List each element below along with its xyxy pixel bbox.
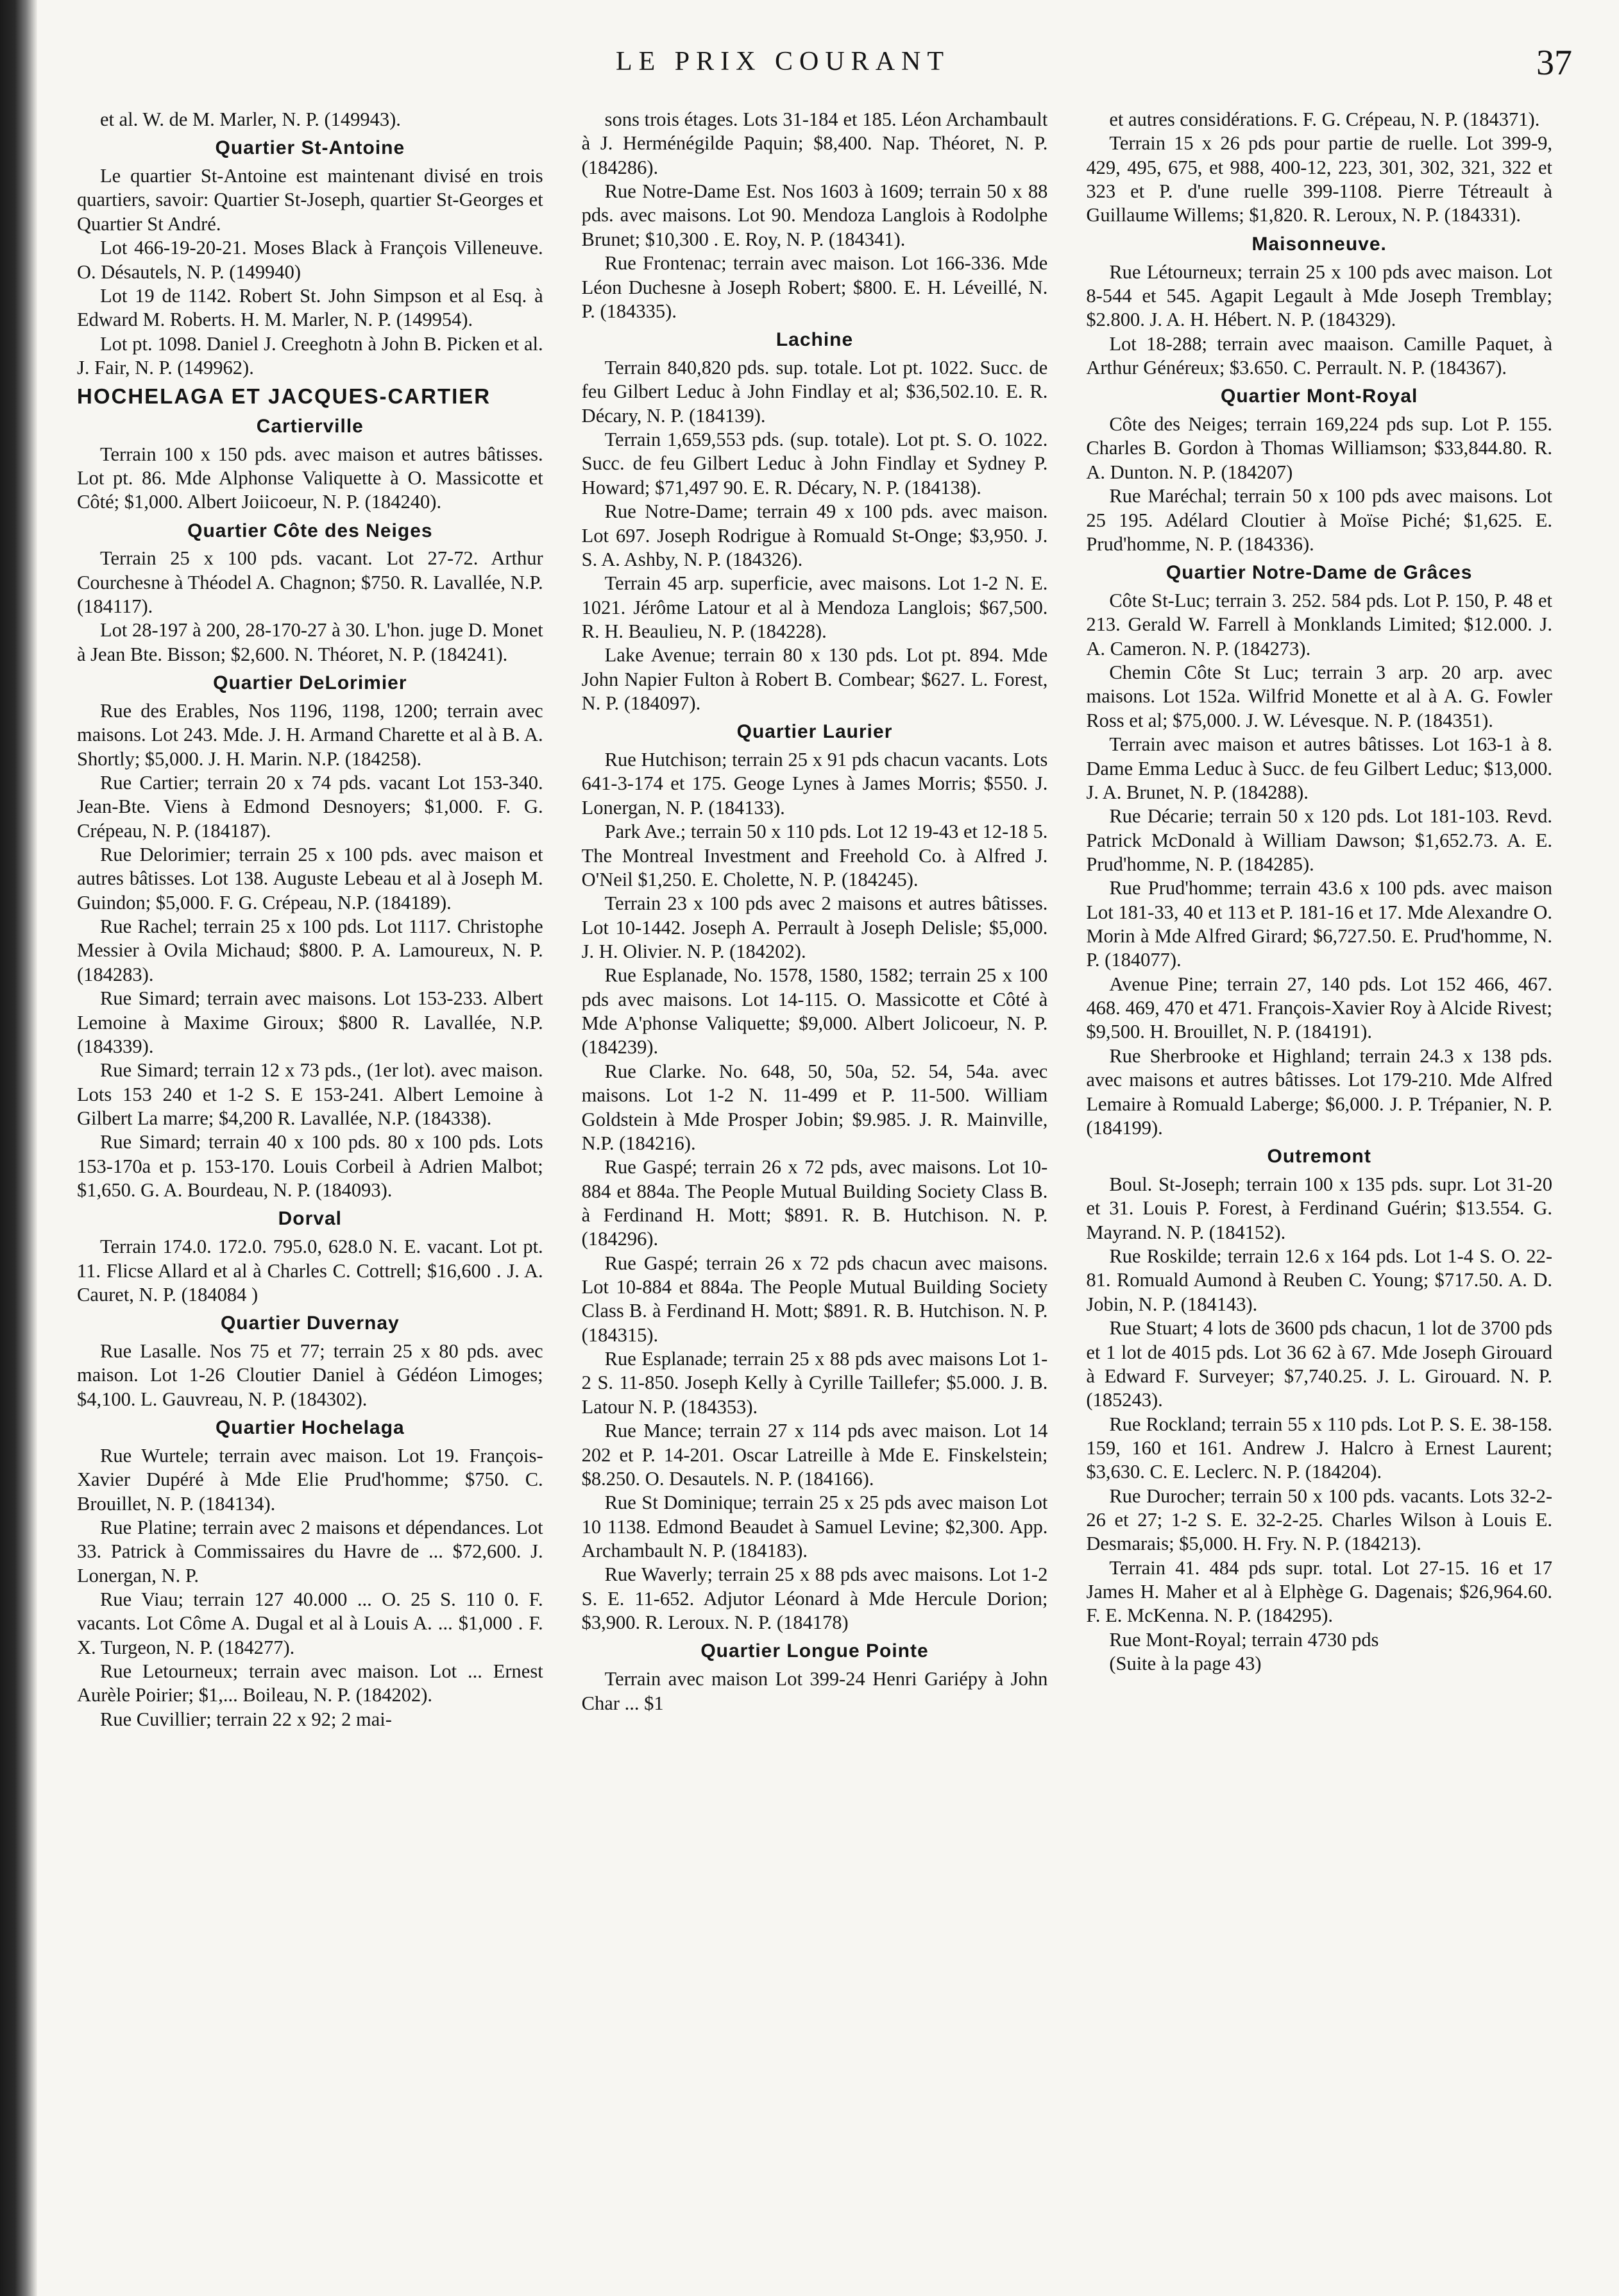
transaction-entry: Terrain 25 x 100 pds. vacant. Lot 27-72. Arthur Courchesne à Théodel A. Chagnon; $750. R. Lavallée, N.P. (184117). bbox=[77, 547, 543, 618]
column-2 bbox=[582, 108, 1048, 2263]
transaction-entry: Lot 466-19-20-21. Moses Black à François Villeneuve. O. Désautels, N. P. (149940) bbox=[77, 237, 543, 283]
transaction-entry: Côte St-Luc; terrain 3. 252. 584 pds. Lot P. 150, P. 48 et 213. Gerald W. Farrell à Monklands Limited; $12.000. J. A. Cameron. N. P. (184273). bbox=[1086, 590, 1553, 659]
transaction-entry: Lake Avenue; terrain 80 x 130 pds. Lot pt. 894. Mde John Napier Fulton à Robert B. Combear; $627. L. Forest, N. P. (184097). bbox=[581, 644, 1048, 715]
transaction-entry: Rue St Dominique; terrain 25 x 25 pds avec maison Lot 10 1138. Edmond Beaudet à Samuel Levine; $2,300. App. Archambault N. P. (184183). bbox=[581, 1492, 1048, 1561]
transaction-entry: Rue Durocher; terrain 50 x 100 pds. vacants. Lots 32-2-26 et 27; 1-2 S. E. 32-2-25. Charles Wilson à Louis E. Desmarais; $5,000. H. Fry. N. P. (184213). bbox=[1086, 1484, 1553, 1555]
transaction-entry: Rue Clarke. No. 648, 50, 50a, 52. 54, 54a. avec maisons. Lot 1-2 N. 11-499 et P. 11-500. William Goldstein à Mde Prosper Jobin; $9.985. J. R. Mainville, N.P. (184216). bbox=[581, 1060, 1048, 1154]
transaction-entry: Rue Rachel; terrain 25 x 100 pds. Lot 1117. Christophe Messier à Ovila Michaud; $800. P. A. Lamoureux, N. P. (184283). bbox=[77, 915, 543, 985]
transaction-entry: Avenue Pine; terrain 27, 140 pds. Lot 152 466, 467. 468. 469, 470 et 471. François-Xavier Roy à Alcide Rivest; $9,500. H. Brouillet, N. P. (184191). bbox=[1086, 973, 1553, 1043]
section-heading: Quartier DeLorimier bbox=[213, 672, 407, 694]
transaction-entry: (Suite à la page 43) bbox=[1109, 1653, 1262, 1675]
transaction-entry: Rue Stuart; 4 lots de 3600 pds chacun, 1 lot de 3700 pds et 1 lot de 4015 pds. Lot 36 62 à 67. Mde Joseph Girouard à Edward F. Surveyer; $7,740.25. J. L. Girouard. N. P. (185243). bbox=[1086, 1317, 1553, 1411]
section-heading: Quartier Longue Pointe bbox=[700, 1640, 929, 1662]
section-heading: Quartier Notre-Dame de Grâces bbox=[1166, 562, 1473, 584]
transaction-entry: Rue Notre-Dame; terrain 49 x 100 pds. avec maison. Lot 697. Joseph Rodrigue à Romuald St-Onge; $3,950. J. S. A. Ashby, N. P. (184326). bbox=[581, 500, 1048, 570]
transaction-entry: Terrain 174.0. 172.0. 795.0, 628.0 N. E. vacant. Lot pt. 11. Flicse Allard et al à Charles C. Cottrell; $16,600 . J. A. Cauret, N. P. (184084 ) bbox=[77, 1236, 543, 1305]
transaction-entry: Rue Décarie; terrain 50 x 120 pds. Lot 181-103. Revd. Patrick McDonald à William Dawson; $1,652.73. A. E. Prud'homme, N. P. (184285). bbox=[1086, 805, 1553, 875]
section-heading: Outremont bbox=[1267, 1146, 1371, 1168]
transaction-entry: Terrain 1,659,553 pds. (sup. totale). Lot pt. S. O. 1022. Succ. de feu Gilbert Leduc à John Findlay et Sydney P. Howard; $71,497 90. E. R. Décary, N. P. (184138). bbox=[581, 429, 1048, 498]
transaction-entry: Rue Cartier; terrain 20 x 74 pds. vacant Lot 153-340. Jean-Bte. Viens à Edmond Desnoyers; $1,000. F. G. Crépeau, N. P. (184187). bbox=[77, 771, 543, 842]
transaction-entry: Rue Wurtele; terrain avec maison. Lot 19. François-Xavier Dupéré à Mde Elie Prud'homme; $750. C. Brouillet, N. P. (184134). bbox=[77, 1444, 543, 1515]
section-heading: Quartier Mont-Royal bbox=[1221, 386, 1418, 407]
section-heading: Dorval bbox=[278, 1208, 343, 1230]
transaction-entry: Terrain avec maison et autres bâtisses. Lot 163-1 à 8. Dame Emma Leduc à Succ. de feu Gilbert Leduc; $13,000. J. A. Brunet, N. P. (184288). bbox=[1086, 733, 1553, 803]
transaction-entry: et al. W. de M. Marler, N. P. (149943). bbox=[100, 108, 401, 130]
section-heading: Cartierville bbox=[256, 415, 364, 437]
transaction-entry: Côte des Neiges; terrain 169,224 pds sup. Lot P. 155. Charles B. Gordon à Thomas Williamson; $33,844.80. R. A. Dunton. N. P. (184207) bbox=[1086, 413, 1553, 483]
transaction-entry: Terrain 15 x 26 pds pour partie de ruelle. Lot 399-9, 429, 495, 675, et 988, 400-12, 223, 301, 302, 321, 322 et 323 et P. d'une ruelle 399-1108. Pierre Tétreault à Guillaume Willems; $1,820. R. Leroux, N. P. (184331). bbox=[1086, 132, 1553, 226]
section-heading: Quartier St-Antoine bbox=[215, 137, 405, 159]
column-3 bbox=[1086, 108, 1552, 2263]
transaction-entry: Terrain 100 x 150 pds. avec maison et autres bâtisses. Lot pt. 86. Mde Alphonse Valiquette à O. Massicotte et Côté; $1,000. Albert Joiicoeur, N. P. (184240). bbox=[77, 443, 543, 513]
transaction-entry: Rue Platine; terrain avec 2 maisons et dépendances. Lot 33. Patrick à Commissaires du Havre de ... $72,600. J. Lonergan, N. P. bbox=[77, 1516, 543, 1586]
transaction-entry: Rue Mont-Royal; terrain 4730 pds bbox=[1109, 1628, 1379, 1651]
transaction-entry: Rue Waverly; terrain 25 x 88 pds avec maisons. Lot 1-2 S. E. 11-652. Adjutor Léonard à Mde Hercule Dorion; $3,900. R. Leroux. N. P. (184178) bbox=[581, 1563, 1048, 1634]
transaction-entry: Rue Viau; terrain 127 40.000 ... O. 25 S. 110 0. F. vacants. Lot Côme A. Dugal et al à Louis A. ... $1,000 . F. X. Turgeon, N. P. (184277). bbox=[77, 1588, 543, 1658]
transaction-entry: Rue Frontenac; terrain avec maison. Lot 166-336. Mde Léon Duchesne à Joseph Robert; $800. E. H. Léveillé, N. P. (184335). bbox=[581, 252, 1048, 322]
section-heading: Maisonneuve. bbox=[1251, 233, 1387, 255]
transaction-entry: Rue Esplanade; terrain 25 x 88 pds avec maisons Lot 1-2 S. 11-850. Joseph Kelly à Cyrille Taillefer; $5.000. J. B. Latour N. P. (184353). bbox=[581, 1348, 1048, 1418]
transaction-entry: Lot 28-197 à 200, 28-170-27 à 30. L'hon. juge D. Monet à Jean Bte. Bisson; $2,600. N. Théoret, N. P. (184241). bbox=[77, 619, 543, 665]
transaction-entry: Terrain avec maison Lot 399-24 Henri Gariépy à John Char ... $1 bbox=[581, 1668, 1048, 1714]
transaction-entry: Lot pt. 1098. Daniel J. Creeghotn à John B. Picken et al. J. Fair, N. P. (149962). bbox=[77, 332, 543, 378]
section-heading: Lachine bbox=[776, 329, 854, 351]
transaction-entry: Rue Simard; terrain avec maisons. Lot 153-233. Albert Lemoine à Maxime Giroux; $800 R. Lavallée, N.P. (184339). bbox=[77, 987, 543, 1057]
page-title: LE PRIX COURANT bbox=[616, 47, 951, 76]
transaction-entry: Rue Létourneux; terrain 25 x 100 pds avec maison. Lot 8-544 et 545. Agapit Legault à Mde Joseph Tremblay; $2.800. J. A. H. Hébert. N. P. (184329). bbox=[1086, 260, 1553, 331]
transaction-entry: Rue Lasalle. Nos 75 et 77; terrain 25 x 80 pds. avec maison. Lot 1-26 Cloutier Daniel à Gédéon Limoges; $4,100. L. Gauvreau, N. P. (184302). bbox=[77, 1340, 543, 1410]
section-heading: Quartier Côte des Neiges bbox=[187, 520, 433, 541]
transaction-entry: et autres considérations. F. G. Crépeau, N. P. (184371). bbox=[1109, 108, 1540, 130]
transaction-entry: Park Ave.; terrain 50 x 110 pds. Lot 12 19-43 et 12-18 5. The Montreal Investment and Freehold Co. à Alfred J. O'Neil $1,250. E. Cholette, N. P. (184245). bbox=[581, 821, 1048, 890]
transaction-entry: Rue Delorimier; terrain 25 x 100 pds. avec maison et autres bâtisses. Lot 138. Auguste Lebeau et al à Joseph M. Guindon; $5,000. F. G. Crépeau, N.P. (184189). bbox=[77, 844, 543, 914]
page-number: 37 bbox=[1536, 43, 1572, 83]
transaction-entry: Terrain 23 x 100 pds avec 2 maisons et autres bâtisses. Lot 10-1442. Joseph A. Perrault à Joseph Delisle; $5,000. J. H. Olivier. N. P. (184202). bbox=[581, 892, 1048, 962]
transaction-entry: Rue Prud'homme; terrain 43.6 x 100 pds. avec maison Lot 181-33, 40 et 113 et P. 181-16 et 17. Mde Alexandre O. Morin à Mde Alfred Girard; $6,727.50. E. Prud'homme, N. P. (184077). bbox=[1086, 877, 1553, 971]
transaction-entry: Rue Simard; terrain 40 x 100 pds. 80 x 100 pds. Lots 153-170a et p. 153-170. Louis Corbeil à Adrien Malbot; $1,650. G. A. Bourdeau, N. P. (184093). bbox=[77, 1131, 543, 1202]
transaction-entry: Rue Mance; terrain 27 x 114 pds avec maison. Lot 14 202 et P. 14-201. Oscar Latreille à Mde E. Finskelstein; $8.250. O. Desautels. N. P. (184166). bbox=[581, 1420, 1048, 1490]
text-columns bbox=[77, 108, 1552, 2263]
section-heading: Quartier Duvernay bbox=[220, 1313, 400, 1334]
transaction-entry: Lot 18-288; terrain avec maaison. Camille Paquet, à Arthur Généreux; $3.650. C. Perrault. N. P. (184367). bbox=[1086, 332, 1553, 378]
transaction-entry: Le quartier St-Antoine est maintenant divisé en trois quartiers, savoir: Quartier St-Joseph, quartier St-Georges et Quartier St André. bbox=[77, 165, 543, 235]
transaction-entry: Rue Esplanade, No. 1578, 1580, 1582; terrain 25 x 100 pds avec maisons. Lot 14-115. O. Massicotte et Côté à Mde A'phonse Valiquette; $9,000. Albert Jolicoeur, N. P. (184239). bbox=[581, 964, 1048, 1059]
transaction-entry: Rue Notre-Dame Est. Nos 1603 à 1609; terrain 50 x 88 pds. avec maisons. Lot 90. Mendoza Langlois à Rodolphe Brunet; $10,300 . E. Roy, N. P. (184341). bbox=[581, 180, 1048, 250]
transaction-entry: Rue Gaspé; terrain 26 x 72 pds, avec maisons. Lot 10-884 et 884a. The People Mutual Building Society Class B. à Ferdinand H. Mott; $891. R. B. Hutchison. N. P. (184296). bbox=[581, 1156, 1048, 1250]
section-heading: Quartier Laurier bbox=[736, 721, 893, 743]
page-binding-edge bbox=[0, 0, 37, 2296]
transaction-entry: Chemin Côte St Luc; terrain 3 arp. 20 arp. avec maisons. Lot 152a. Wilfrid Monette et al à A. G. Fowler Ross et al; $75,000. J. W. Lévesque. N. P. (184351). bbox=[1086, 661, 1553, 731]
transaction-entry: sons trois étages. Lots 31-184 et 185. Léon Archambault à J. Herménégilde Paquin; $8,400. Nap. Théoret, N. P. (184286). bbox=[581, 108, 1048, 178]
transaction-entry: Terrain 41. 484 pds supr. total. Lot 27-15. 16 et 17 James H. Maher et al à Elphège G. Dagenais; $26,964.60. F. E. McKenna. N. P. (184295). bbox=[1086, 1556, 1553, 1627]
transaction-entry: Rue Simard; terrain 12 x 73 pds., (1er lot). avec maison. Lots 153 240 et 1-2 S. E 153-241. Albert Lemoine à Gilbert La marre; $4,200 R. Lavallée, N.P. (184338). bbox=[77, 1059, 543, 1129]
transaction-entry: Rue Roskilde; terrain 12.6 x 164 pds. Lot 1-4 S. O. 22-81. Romuald Aumond à Reuben C. Young; $717.50. A. D. Jobin, N. P. (184143). bbox=[1086, 1245, 1553, 1315]
transaction-entry: Rue Gaspé; terrain 26 x 72 pds chacun avec maisons. Lot 10-884 et 884a. The People Mutual Building Society Class B. à Ferdinand H. Mott; $891. R. B. Hutchison. N. P. (184315). bbox=[581, 1252, 1048, 1346]
transaction-entry: Rue des Erables, Nos 1196, 1198, 1200; terrain avec maisons. Lot 243. Mde. J. H. Armand Charette et al à B. A. Shortly; $5,000. J. H. Marin. N.P. (184258). bbox=[77, 699, 543, 770]
transaction-entry: Terrain 840,820 pds. sup. totale. Lot pt. 1022. Succ. de feu Gilbert Leduc à John Findlay et al; $36,502.10. E. R. Décary, N. P. (184139). bbox=[581, 356, 1048, 427]
transaction-entry: Rue Cuvillier; terrain 22 x 92; 2 mai- bbox=[100, 1708, 392, 1730]
transaction-entry: Rue Rockland; terrain 55 x 110 pds. Lot P. S. E. 38-158. 159, 160 et 161. Andrew J. Halcro à Ernest Laurent; $3,630. C. E. Leclerc. N. P. (184204). bbox=[1086, 1413, 1553, 1483]
transaction-entry: Rue Hutchison; terrain 25 x 91 pds chacun vacants. Lots 641-3-174 et 175. Geoge Lynes à James Morris; $550. J. Lonergan, N. P. (184133). bbox=[581, 749, 1048, 819]
transaction-entry: Terrain 45 arp. superficie, avec maisons. Lot 1-2 N. E. 1021. Jérôme Latour et al à Mendoza Langlois; $67,500. R. H. Beaulieu, N. P. (184228). bbox=[581, 572, 1048, 642]
transaction-entry: Lot 19 de 1142. Robert St. John Simpson et al Esq. à Edward M. Roberts. H. M. Marler, N. P. (149954). bbox=[77, 284, 543, 331]
transaction-entry: Rue Maréchal; terrain 50 x 100 pds avec maisons. Lot 25 195. Adélard Cloutier à Moïse Piché; $1,625. E. Prud'homme, N. P. (184336). bbox=[1086, 485, 1553, 555]
section-heading: Quartier Hochelaga bbox=[215, 1417, 405, 1439]
transaction-entry: Rue Sherbrooke et Highland; terrain 24.3 x 138 pds. avec maisons et autres bâtisses. Lot 179-210. Mde Alfred Lemaire à Romuald Laberge; $6,000. J. P. Trépanier, N. P. (184199). bbox=[1086, 1044, 1553, 1139]
region-heading: HOCHELAGA ET JACQUES-CARTIER bbox=[77, 384, 491, 409]
transaction-entry: Rue Letourneux; terrain avec maison. Lot ... Ernest Aurèle Poirier; $1,... Boileau, N. P. (184202). bbox=[77, 1660, 543, 1706]
transaction-entry: Boul. St-Joseph; terrain 100 x 135 pds. supr. Lot 31-20 et 31. Louis P. Forest, à Ferdinand Guérin; $13.554. G. Mayrand. N. P. (184152). bbox=[1086, 1173, 1553, 1243]
column-1 bbox=[77, 108, 543, 2263]
